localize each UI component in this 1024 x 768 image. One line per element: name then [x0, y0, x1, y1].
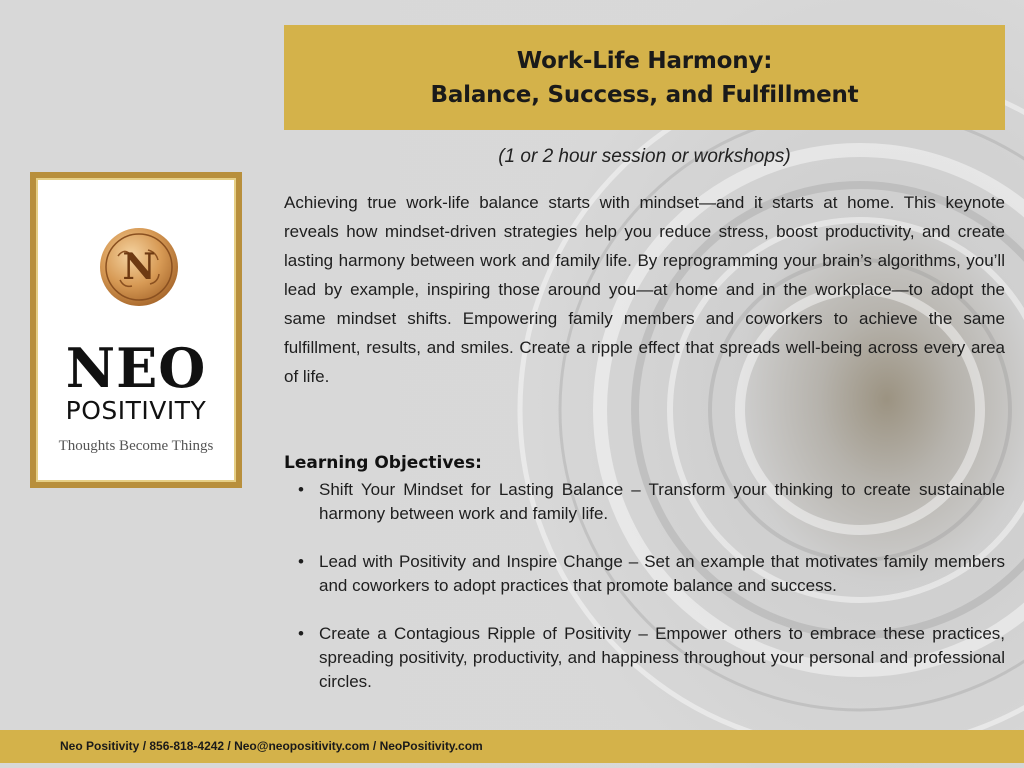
- title-line-2: Balance, Success, and Fulfillment: [430, 81, 859, 108]
- bullet-icon: •: [298, 624, 304, 643]
- logo-card: [30, 172, 242, 488]
- bullet-icon: •: [298, 552, 304, 571]
- list-item: [284, 478, 1005, 526]
- objectives-heading: Learning Objectives:: [284, 453, 482, 473]
- objectives-list: [284, 478, 1005, 694]
- learning-objectives: [284, 452, 1005, 718]
- list-item: [284, 550, 1005, 598]
- title-line-1: Work-Life Harmony:: [516, 47, 773, 74]
- title-banner: [284, 25, 1005, 130]
- wax-seal-icon: [98, 226, 180, 308]
- seal-letter: N: [122, 246, 156, 288]
- list-item: [284, 622, 1005, 694]
- objective-text: Lead with Positivity and Inspire Change – Set an example that motivates family members and coworkers to adopt practices that promote balance and success.: [319, 552, 1005, 595]
- brand-tagline: Thoughts Become Things: [58, 438, 214, 454]
- footer-contact: Neo Positivity / 856-818-4242 / Neo@neopositivity.com / NeoPositivity.com: [60, 739, 483, 753]
- intro-paragraph: Achieving true work-life balance starts with mindset—and it starts at home. This keynote reveals how mindset-driven strategies help you reduce stress, boost productivity, and create lasting harmony between work and family life. By reprogramming your brain’s algorithms, you’ll lead by example, inspiring those around you—at home and in the workplace—to adopt the same mindset shifts. Empowering family members and coworkers to achieve the same fulfillment, results, and smiles. Create a ripple effect that spreads well-being across every area of life.: [284, 193, 1005, 386]
- brand-word-positivity: POSITIVITY: [65, 396, 207, 425]
- footer-bar: [0, 730, 1024, 763]
- objective-text: Shift Your Mindset for Lasting Balance – Transform your thinking to create sustainable harmony between work and family life.: [319, 480, 1005, 523]
- session-note: (1 or 2 hour session or workshops): [498, 146, 791, 167]
- bullet-icon: •: [298, 480, 304, 499]
- objective-text: Create a Contagious Ripple of Positivity – Empower others to embrace these practices, spreading positivity, productivity, and happiness throughout your personal and professional circles.: [319, 624, 1005, 691]
- brand-word-neo: NEO: [65, 336, 207, 400]
